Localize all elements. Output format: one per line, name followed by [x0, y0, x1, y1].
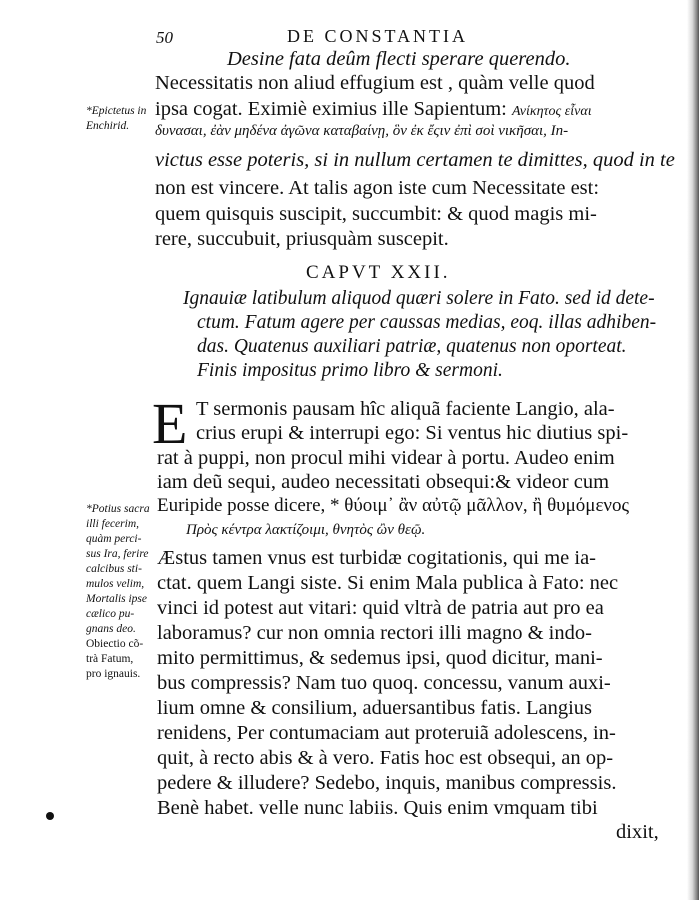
text-line: Benè habet. velle nunc labiis. Quis enim vmquam tibi [157, 797, 598, 819]
margin-note-line: Enchirid. [86, 120, 130, 132]
margin-note-line: *Epictetus in [86, 105, 147, 117]
margin-note-line: *Potius sacra [86, 503, 150, 515]
text-line: laboramus? cur non omnia rectori illi magno & indo- [157, 622, 592, 644]
argument-line: Ignauiæ latibulum aliquod quæri solere in Fato. sed id dete- [183, 288, 655, 309]
margin-note-epictetus [86, 104, 146, 134]
ink-blot [46, 812, 54, 820]
text-line: Euripide posse dicere, * θύοιμ᾽ ἂν αὐτῷ μᾶλλον, ἢ θυμόμενος [157, 495, 630, 516]
argument-line: ctum. Fatum agere per caussas medias, eoq. illas adhiben- [197, 312, 657, 333]
text-line: T sermonis pausam hîc aliquã faciente Langio, ala- [196, 398, 615, 420]
text-line: rere, succubuit, priusquàm suscepit. [155, 228, 449, 250]
text-line: rat à puppi, non procul mihi videar à portu. Audeo enim [157, 447, 615, 469]
margin-note-line: mulos velim, [86, 578, 145, 590]
text-line: mito permittimus, & sedemus ipsi, quod dicitur, mani- [157, 647, 603, 669]
margin-note-line: Obiectio cõ- [86, 638, 144, 650]
text-line: renidens, Per contumaciam aut proteruiã adolescens, in- [157, 722, 616, 744]
text-line: crius erupi & interrupi ego: Si ventus hic diutius spi- [196, 422, 629, 444]
catchword: dixit, [616, 821, 659, 843]
margin-note-line: sus Ira, ferire [86, 548, 149, 560]
text-line: vinci id potest aut vitari: quid vltrà de patria aut pro ea [157, 597, 604, 619]
text-line: iam deũ sequi, audeo necessitati obsequi:& videor cum [157, 471, 610, 493]
text-line [155, 99, 592, 120]
text-line: Æstus tamen vnus est turbidæ cogitationis, qui me ia- [157, 547, 596, 569]
text-line: ctat. quem Langi siste. Si enim Mala publica à Fato: nec [157, 572, 619, 594]
margin-note-line: trà Fatum, [86, 653, 134, 665]
text-span: ipsa cogat. Eximiè eximius ille Sapientum: [155, 98, 507, 120]
page-number: 50 [156, 28, 173, 47]
margin-note-translation [86, 502, 150, 637]
margin-note-line: pro ignauis. [86, 668, 141, 680]
text-line: pedere & illudere? Sedebo, inquis, manibus compressis. [157, 772, 617, 794]
argument-line: das. Quatenus auxiliari patriæ, quatenus non oporteat. [197, 336, 627, 357]
text-line: Necessitatis non aliud effugium est , quàm velle quod [155, 72, 595, 94]
drop-cap: E [152, 391, 188, 456]
margin-note-objection [86, 637, 143, 682]
margin-note-line: gnans deo. [86, 623, 136, 635]
text-line: victus esse poteris, si in nullum certamen te dimittes, quod in te [155, 149, 675, 171]
margin-note-line: Mortalis ipse [86, 593, 148, 605]
text-line: quem quisquis suscipit, succumbit: & quod magis mi- [155, 203, 597, 225]
text-line: non est vincere. At talis agon iste cum Necessitate est: [155, 177, 600, 199]
margin-note-line: calcibus sti- [86, 563, 142, 575]
greek-line: δυνασαι, ἐὰν μηδένα ἀγῶνα καταβαίνῃ, ὃν ἐκ ἔςιν ἐπὶ σοὶ νικῆσαι, In- [155, 123, 569, 139]
margin-note-line: cælico pu- [86, 608, 135, 620]
chapter-heading: CAPVT XXII. [306, 262, 451, 283]
margin-note-line: illi fecerim, [86, 518, 140, 530]
verse-line: Desine fata deûm flecti sperare querendo. [227, 48, 571, 70]
argument-line: Finis impositus primo libro & sermoni. [197, 360, 503, 381]
running-title: DE CONSTANTIA [287, 26, 469, 46]
greek-line: Πρὸς κέντρα λακτίζοιμι, θνητὸς ὢν θεῷ. [186, 522, 426, 538]
text-line: lium omne & consilium, aduersantibus fatis. Langius [157, 697, 592, 719]
greek-quote: Ανίκητος εἶναι [511, 104, 592, 119]
margin-note-line: quàm perci- [86, 533, 142, 545]
text-line: quit, à recto abis & à vero. Fatis hoc est obsequi, an op- [157, 747, 614, 769]
text-line: bus compressis? Nam tuo quoq. concessu, vanum auxi- [157, 672, 611, 694]
page-edge-shadow [687, 0, 699, 900]
